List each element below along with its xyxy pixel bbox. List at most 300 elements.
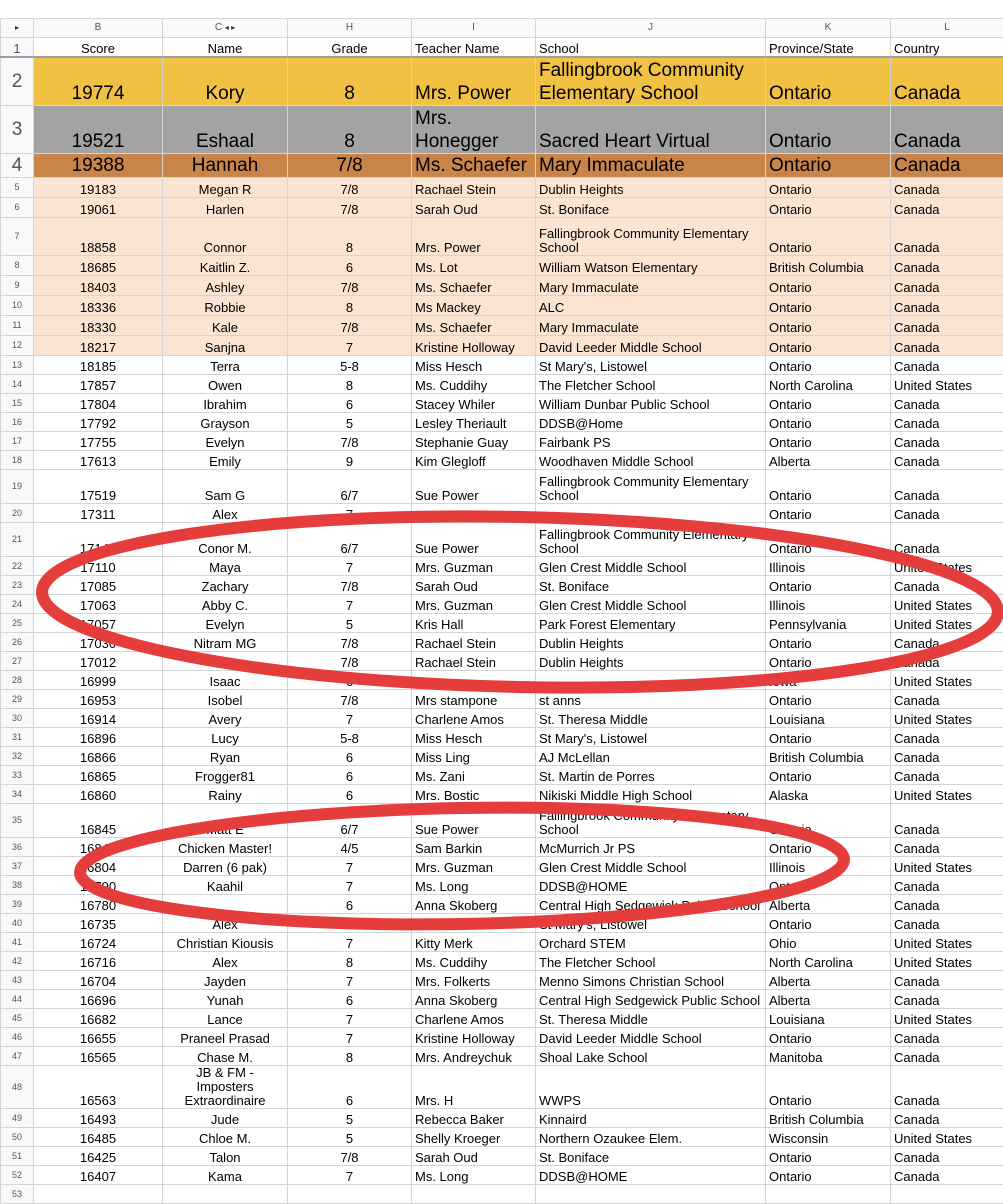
cell-school[interactable]: Glen Crest Middle School <box>536 556 766 575</box>
cell-province-state[interactable]: British Columbia <box>766 1108 891 1127</box>
cell-score[interactable]: 19061 <box>34 197 163 217</box>
row-number[interactable]: 11 <box>1 315 34 335</box>
cell-province-state[interactable]: Ontario <box>766 1027 891 1046</box>
cell-teacher-name[interactable]: Mrs. Folkerts <box>412 970 536 989</box>
cell-country[interactable]: Canada <box>891 632 1003 651</box>
cell-province-state[interactable]: Ontario <box>766 575 891 594</box>
cell-school[interactable]: St. Theresa Middle <box>536 1008 766 1027</box>
cell-teacher-name[interactable]: Ms Mackey <box>412 295 536 315</box>
cell-school[interactable]: St Mary's, Listowel <box>536 355 766 374</box>
cell-teacher-name[interactable]: Stacey Whiler <box>412 393 536 412</box>
cell-name[interactable]: Alex <box>163 503 288 522</box>
cell-province-state[interactable]: Ontario <box>766 153 891 177</box>
cell-grade[interactable]: 7 <box>288 556 412 575</box>
cell-school[interactable]: St. Boniface <box>536 575 766 594</box>
cell-score[interactable]: 16866 <box>34 746 163 765</box>
cell-teacher-name[interactable]: Charlene Amos <box>412 1008 536 1027</box>
cell-score[interactable]: 16655 <box>34 1027 163 1046</box>
cell-teacher-name[interactable]: Ms. Schaefer <box>412 275 536 295</box>
cell-score[interactable]: 16696 <box>34 989 163 1008</box>
row-number[interactable]: 45 <box>1 1008 34 1027</box>
cell-name[interactable]: Isaac <box>163 670 288 689</box>
cell-country[interactable]: Canada <box>891 746 1003 765</box>
cell-teacher-name[interactable] <box>412 670 536 689</box>
cell-school[interactable]: st anns <box>536 689 766 708</box>
cell-score[interactable]: 16804 <box>34 856 163 875</box>
row-number[interactable]: 16 <box>1 412 34 431</box>
cell-score[interactable]: 18185 <box>34 355 163 374</box>
cell-province-state[interactable]: Ontario <box>766 803 891 837</box>
cell-country[interactable]: United States <box>891 374 1003 393</box>
cell-country[interactable]: Canada <box>891 970 1003 989</box>
cell-school[interactable]: DDSB@HOME <box>536 875 766 894</box>
cell-name[interactable]: Conor M. <box>163 522 288 556</box>
cell-name[interactable]: Praneel Prasad <box>163 1027 288 1046</box>
row-number[interactable]: 47 <box>1 1046 34 1065</box>
cell-grade[interactable]: 7/8 <box>288 177 412 197</box>
column-letter-c[interactable] <box>163 19 288 38</box>
cell-province-state[interactable]: Ontario <box>766 727 891 746</box>
cell-grade[interactable]: 8 <box>288 295 412 315</box>
cell-name[interactable]: Harlen <box>163 197 288 217</box>
cell-teacher-name[interactable]: Lesley Theriault <box>412 412 536 431</box>
cell-country[interactable]: United States <box>891 932 1003 951</box>
row-number[interactable]: 30 <box>1 708 34 727</box>
cell-grade[interactable]: 7 <box>288 1008 412 1027</box>
cell-grade[interactable]: 7/8 <box>288 651 412 670</box>
cell-province-state[interactable]: Alberta <box>766 970 891 989</box>
cell-school[interactable]: Glen Crest Middle School <box>536 594 766 613</box>
cell-grade[interactable]: 6/7 <box>288 522 412 556</box>
cell-grade[interactable]: 5 <box>288 412 412 431</box>
cell-name[interactable]: Kaitlin Z. <box>163 255 288 275</box>
row-number[interactable]: 44 <box>1 989 34 1008</box>
cell-name[interactable] <box>163 894 288 913</box>
cell-grade[interactable]: 7 <box>288 932 412 951</box>
cell-country[interactable]: Canada <box>891 469 1003 503</box>
cell-score[interactable]: 19183 <box>34 177 163 197</box>
cell-school[interactable]: St. Theresa Middle <box>536 708 766 727</box>
cell-province-state[interactable]: Ontario <box>766 651 891 670</box>
cell-school[interactable]: Dublin Heights <box>536 651 766 670</box>
cell-teacher-name[interactable]: Mrs stampone <box>412 689 536 708</box>
cell-school[interactable]: Fallingbrook Community Elementary School <box>536 803 766 837</box>
cell-country[interactable]: United States <box>891 556 1003 575</box>
cell-grade[interactable]: 7/8 <box>288 197 412 217</box>
cell-province-state[interactable]: Ontario <box>766 393 891 412</box>
header-grade[interactable]: Grade <box>288 38 412 58</box>
cell-country[interactable]: Canada <box>891 503 1003 522</box>
cell-name[interactable]: Kama <box>163 1165 288 1184</box>
cell-score[interactable]: 16425 <box>34 1146 163 1165</box>
cell-country[interactable]: United States <box>891 708 1003 727</box>
cell-country[interactable]: Canada <box>891 153 1003 177</box>
cell-teacher-name[interactable]: Ms. Long <box>412 1165 536 1184</box>
row-number[interactable]: 24 <box>1 594 34 613</box>
cell-grade[interactable]: 5-8 <box>288 355 412 374</box>
cell-score[interactable]: 17755 <box>34 431 163 450</box>
cell-grade[interactable]: 7 <box>288 335 412 355</box>
cell-grade[interactable]: 7/8 <box>288 575 412 594</box>
cell-school[interactable] <box>536 670 766 689</box>
column-letter-i[interactable]: I <box>412 19 536 38</box>
cell-name[interactable]: Talon <box>163 1146 288 1165</box>
cell-name[interactable] <box>163 1184 288 1203</box>
column-letter-j[interactable]: J <box>536 19 766 38</box>
cell-grade[interactable]: 6 <box>288 784 412 803</box>
cell-teacher-name[interactable]: Ms. Schaefer <box>412 315 536 335</box>
cell-score[interactable]: 16999 <box>34 670 163 689</box>
cell-grade[interactable]: 7/8 <box>288 1146 412 1165</box>
cell-school[interactable]: ALC <box>536 295 766 315</box>
cell-school[interactable]: Mary Immaculate <box>536 275 766 295</box>
cell-school[interactable]: McMurrich Jr PS <box>536 837 766 856</box>
cell-country[interactable]: Canada <box>891 1108 1003 1127</box>
cell-grade[interactable]: 6 <box>288 670 412 689</box>
cell-teacher-name[interactable]: Mrs. Power <box>412 217 536 255</box>
cell-teacher-name[interactable]: Sarah Oud <box>412 197 536 217</box>
cell-name[interactable]: Megan R <box>163 177 288 197</box>
cell-grade[interactable]: 7 <box>288 856 412 875</box>
cell-score[interactable]: 16563 <box>34 1065 163 1108</box>
row-number[interactable]: 15 <box>1 393 34 412</box>
cell-score[interactable]: 18330 <box>34 315 163 335</box>
cell-school[interactable]: Sacred Heart Virtual <box>536 105 766 153</box>
cell-province-state[interactable]: Ontario <box>766 765 891 784</box>
cell-country[interactable]: Canada <box>891 295 1003 315</box>
cell-country[interactable]: Canada <box>891 275 1003 295</box>
cell-teacher-name[interactable]: Kitty Merk <box>412 932 536 951</box>
cell-province-state[interactable]: Ontario <box>766 355 891 374</box>
cell-name[interactable]: Kory <box>163 57 288 105</box>
cell-teacher-name[interactable]: Anna Skoberg <box>412 894 536 913</box>
cell-country[interactable]: Canada <box>891 651 1003 670</box>
cell-teacher-name[interactable]: Kim Glegloff <box>412 450 536 469</box>
cell-score[interactable]: 16865 <box>34 765 163 784</box>
cell-country[interactable]: United States <box>891 784 1003 803</box>
cell-province-state[interactable]: Ontario <box>766 412 891 431</box>
cell-country[interactable]: Canada <box>891 335 1003 355</box>
cell-school[interactable]: Fallingbrook Community Elementary School <box>536 217 766 255</box>
cell-grade[interactable]: 4/5 <box>288 837 412 856</box>
cell-country[interactable]: Canada <box>891 412 1003 431</box>
cell-teacher-name[interactable]: Mrs. Guzman <box>412 556 536 575</box>
cell-grade[interactable]: 5-8 <box>288 727 412 746</box>
cell-score[interactable]: 16493 <box>34 1108 163 1127</box>
cell-teacher-name[interactable]: Kristine Holloway <box>412 1027 536 1046</box>
cell-province-state[interactable]: Ontario <box>766 469 891 503</box>
cell-country[interactable]: Canada <box>891 913 1003 932</box>
header-province-state[interactable]: Province/State <box>766 38 891 58</box>
cell-teacher-name[interactable]: Rachael Stein <box>412 632 536 651</box>
cell-score[interactable]: 16724 <box>34 932 163 951</box>
cell-grade[interactable]: 6 <box>288 393 412 412</box>
cell-school[interactable]: The Fletcher School <box>536 951 766 970</box>
cell-score[interactable]: 16704 <box>34 970 163 989</box>
cell-school[interactable]: Kinnaird <box>536 1108 766 1127</box>
row-number[interactable]: 36 <box>1 837 34 856</box>
cell-name[interactable]: Terra <box>163 355 288 374</box>
row-number[interactable]: 17 <box>1 431 34 450</box>
row-number[interactable]: 43 <box>1 970 34 989</box>
cell-score[interactable]: 16780 <box>34 894 163 913</box>
cell-grade[interactable]: 7 <box>288 875 412 894</box>
row-number[interactable]: 22 <box>1 556 34 575</box>
cell-teacher-name[interactable]: Mrs. H <box>412 1065 536 1108</box>
cell-school[interactable]: Nikiski Middle High School <box>536 784 766 803</box>
cell-name[interactable]: Jayden <box>163 970 288 989</box>
cell-province-state[interactable]: Wisconsin <box>766 1127 891 1146</box>
row-number[interactable]: 49 <box>1 1108 34 1127</box>
cell-score[interactable]: 16407 <box>34 1165 163 1184</box>
cell-teacher-name[interactable]: Ms. Zani <box>412 765 536 784</box>
cell-province-state[interactable]: Illinois <box>766 856 891 875</box>
row-number[interactable]: 5 <box>1 177 34 197</box>
cell-grade[interactable]: 5 <box>288 613 412 632</box>
cell-grade[interactable]: 6 <box>288 765 412 784</box>
cell-school[interactable]: St Mary's, Listowel <box>536 913 766 932</box>
cell-country[interactable]: Canada <box>891 875 1003 894</box>
cell-school[interactable]: Menno Simons Christian School <box>536 970 766 989</box>
cell-province-state[interactable]: North Carolina <box>766 951 891 970</box>
cell-name[interactable]: Rainy <box>163 784 288 803</box>
row-number[interactable]: 23 <box>1 575 34 594</box>
cell-country[interactable]: Canada <box>891 1165 1003 1184</box>
cell-province-state[interactable]: Ontario <box>766 197 891 217</box>
cell-school[interactable]: Mary Immaculate <box>536 153 766 177</box>
cell-teacher-name[interactable]: Mrs. Guzman <box>412 856 536 875</box>
row-number[interactable]: 3 <box>1 105 34 153</box>
cell-country[interactable]: Canada <box>891 1146 1003 1165</box>
cell-grade[interactable]: 5 <box>288 1108 412 1127</box>
cell-province-state[interactable]: Ontario <box>766 1165 891 1184</box>
cell-grade[interactable]: 6 <box>288 255 412 275</box>
cell-name[interactable]: Lucy <box>163 727 288 746</box>
cell-province-state[interactable]: Ontario <box>766 837 891 856</box>
row-number[interactable]: 52 <box>1 1165 34 1184</box>
select-all-corner[interactable] <box>1 19 34 38</box>
cell-name[interactable]: Matt E <box>163 803 288 837</box>
cell-country[interactable]: Canada <box>891 105 1003 153</box>
cell-grade[interactable]: 7 <box>288 970 412 989</box>
cell-teacher-name[interactable]: Ms. Schaefer <box>412 153 536 177</box>
cell-name[interactable]: Hannah <box>163 153 288 177</box>
cell-score[interactable] <box>34 1184 163 1203</box>
cell-name[interactable]: Emily <box>163 450 288 469</box>
cell-country[interactable]: Canada <box>891 431 1003 450</box>
cell-grade[interactable]: 7 <box>288 594 412 613</box>
cell-teacher-name[interactable]: Sue Power <box>412 469 536 503</box>
row-number[interactable]: 48 <box>1 1065 34 1108</box>
row-number[interactable]: 51 <box>1 1146 34 1165</box>
collapse-arrows-icon[interactable]: ◂ ▸ <box>225 23 235 32</box>
cell-name[interactable]: Lance <box>163 1008 288 1027</box>
cell-school[interactable]: Woodhaven Middle School <box>536 450 766 469</box>
cell-name[interactable]: Ryan <box>163 746 288 765</box>
cell-grade[interactable]: 7/8 <box>288 431 412 450</box>
cell-country[interactable]: Canada <box>891 355 1003 374</box>
row-number[interactable]: 33 <box>1 765 34 784</box>
cell-country[interactable]: Canada <box>891 393 1003 412</box>
cell-country[interactable]: Canada <box>891 803 1003 837</box>
cell-name[interactable]: Chloe M. <box>163 1127 288 1146</box>
cell-name[interactable]: Sanjna <box>163 335 288 355</box>
row-number[interactable]: 37 <box>1 856 34 875</box>
cell-province-state[interactable]: Alberta <box>766 894 891 913</box>
row-number[interactable]: 4 <box>1 153 34 177</box>
column-letter-b[interactable]: B <box>34 19 163 38</box>
cell-score[interactable]: 17519 <box>34 469 163 503</box>
cell-score[interactable]: 16953 <box>34 689 163 708</box>
cell-school[interactable]: Fallingbrook Community Elementary School <box>536 57 766 105</box>
cell-score[interactable]: 16485 <box>34 1127 163 1146</box>
cell-school[interactable]: St. Boniface <box>536 1146 766 1165</box>
cell-teacher-name[interactable]: Miss Ling <box>412 746 536 765</box>
row-number[interactable]: 39 <box>1 894 34 913</box>
cell-name[interactable]: Sam G <box>163 469 288 503</box>
cell-name[interactable]: Abby C. <box>163 594 288 613</box>
cell-teacher-name[interactable]: Ms. Long <box>412 875 536 894</box>
row-number[interactable]: 41 <box>1 932 34 951</box>
cell-score[interactable]: 18336 <box>34 295 163 315</box>
cell-province-state[interactable]: Ontario <box>766 1146 891 1165</box>
cell-name[interactable]: Kaahil <box>163 875 288 894</box>
cell-country[interactable]: Canada <box>891 197 1003 217</box>
cell-grade[interactable]: 8 <box>288 374 412 393</box>
row-number[interactable]: 2 <box>1 57 34 105</box>
cell-name[interactable]: Ashley <box>163 275 288 295</box>
cell-name[interactable]: Grayson <box>163 412 288 431</box>
cell-name[interactable]: Darren (6 pak) <box>163 856 288 875</box>
cell-score[interactable]: 17804 <box>34 393 163 412</box>
cell-score[interactable]: 18403 <box>34 275 163 295</box>
cell-province-state[interactable]: Ontario <box>766 913 891 932</box>
cell-province-state[interactable]: Ontario <box>766 295 891 315</box>
cell-grade[interactable] <box>288 1184 412 1203</box>
row-number[interactable]: 1 <box>1 38 34 58</box>
cell-province-state[interactable]: Ontario <box>766 315 891 335</box>
row-number[interactable]: 29 <box>1 689 34 708</box>
header-country[interactable]: Country <box>891 38 1003 58</box>
cell-country[interactable]: Canada <box>891 217 1003 255</box>
column-letter-k[interactable]: K <box>766 19 891 38</box>
cell-country[interactable]: Canada <box>891 57 1003 105</box>
cell-teacher-name[interactable]: Stephanie Guay <box>412 431 536 450</box>
cell-name[interactable]: Owen <box>163 374 288 393</box>
row-number[interactable]: 12 <box>1 335 34 355</box>
cell-teacher-name[interactable]: Charlene Amos <box>412 708 536 727</box>
cell-score[interactable]: 17030 <box>34 632 163 651</box>
cell-teacher-name[interactable]: Sue Power <box>412 803 536 837</box>
cell-country[interactable]: Canada <box>891 989 1003 1008</box>
cell-school[interactable]: Mary Immaculate <box>536 315 766 335</box>
cell-teacher-name[interactable]: Mrs. Andreychuk <box>412 1046 536 1065</box>
cell-name[interactable]: Evelyn <box>163 613 288 632</box>
cell-teacher-name[interactable]: Shelly Kroeger <box>412 1127 536 1146</box>
cell-country[interactable]: Canada <box>891 837 1003 856</box>
cell-name[interactable]: Kale <box>163 315 288 335</box>
cell-school[interactable]: Fairbank PS <box>536 431 766 450</box>
cell-name[interactable]: Christian Kiousis <box>163 932 288 951</box>
row-number[interactable]: 7 <box>1 217 34 255</box>
cell-school[interactable]: Fallingbrook Community Elementary School <box>536 522 766 556</box>
row-number[interactable]: 10 <box>1 295 34 315</box>
cell-name[interactable]: Jude <box>163 1108 288 1127</box>
cell-country[interactable]: United States <box>891 856 1003 875</box>
cell-score[interactable]: 17613 <box>34 450 163 469</box>
cell-name[interactable] <box>163 651 288 670</box>
cell-country[interactable]: Canada <box>891 1046 1003 1065</box>
cell-province-state[interactable]: Louisiana <box>766 708 891 727</box>
expand-arrow-icon[interactable]: ▸ <box>15 23 19 32</box>
row-number[interactable]: 35 <box>1 803 34 837</box>
cell-school[interactable]: St Mary's, Listowel <box>536 727 766 746</box>
cell-school[interactable]: Dublin Heights <box>536 177 766 197</box>
cell-teacher-name[interactable]: Mrs. Power <box>412 57 536 105</box>
cell-name[interactable]: Yunah <box>163 989 288 1008</box>
cell-teacher-name[interactable]: Kris Hall <box>412 613 536 632</box>
row-number[interactable]: 50 <box>1 1127 34 1146</box>
cell-score[interactable]: 16790 <box>34 875 163 894</box>
cell-grade[interactable]: 6 <box>288 894 412 913</box>
cell-grade[interactable]: 7/8 <box>288 275 412 295</box>
cell-country[interactable]: United States <box>891 670 1003 689</box>
cell-grade[interactable]: 7 <box>288 1027 412 1046</box>
cell-country[interactable]: United States <box>891 1127 1003 1146</box>
cell-province-state[interactable]: Ontario <box>766 431 891 450</box>
column-letter-l[interactable]: L <box>891 19 1003 38</box>
cell-name[interactable]: Nitram MG <box>163 632 288 651</box>
cell-province-state[interactable]: Alaska <box>766 784 891 803</box>
row-number[interactable]: 46 <box>1 1027 34 1046</box>
cell-province-state[interactable]: Ontario <box>766 875 891 894</box>
cell-score[interactable]: 16845 <box>34 803 163 837</box>
cell-school[interactable]: Fallingbrook Community Elementary School <box>536 469 766 503</box>
cell-school[interactable]: William Dunbar Public School <box>536 393 766 412</box>
cell-score[interactable]: 17857 <box>34 374 163 393</box>
cell-province-state[interactable]: Ontario <box>766 522 891 556</box>
cell-country[interactable]: United States <box>891 1008 1003 1027</box>
cell-grade[interactable]: 9 <box>288 450 412 469</box>
cell-score[interactable]: 18685 <box>34 255 163 275</box>
cell-country[interactable]: Canada <box>891 727 1003 746</box>
cell-province-state[interactable]: Ontario <box>766 689 891 708</box>
cell-score[interactable]: 17143 <box>34 522 163 556</box>
cell-province-state[interactable]: Alberta <box>766 450 891 469</box>
cell-country[interactable]: Canada <box>891 894 1003 913</box>
cell-province-state[interactable]: Ontario <box>766 177 891 197</box>
cell-school[interactable]: Shoal Lake School <box>536 1046 766 1065</box>
row-number[interactable]: 21 <box>1 522 34 556</box>
cell-country[interactable]: Canada <box>891 575 1003 594</box>
cell-country[interactable]: United States <box>891 613 1003 632</box>
cell-grade[interactable]: 7/8 <box>288 632 412 651</box>
cell-province-state[interactable] <box>766 1184 891 1203</box>
column-letter-h[interactable]: H <box>288 19 412 38</box>
cell-score[interactable]: 19388 <box>34 153 163 177</box>
cell-grade[interactable]: 8 <box>288 105 412 153</box>
row-number[interactable]: 42 <box>1 951 34 970</box>
cell-province-state[interactable]: Pennsylvania <box>766 613 891 632</box>
cell-teacher-name[interactable]: Ms. Cuddihy <box>412 951 536 970</box>
cell-teacher-name[interactable]: Kristine Holloway <box>412 335 536 355</box>
row-number[interactable]: 28 <box>1 670 34 689</box>
cell-province-state[interactable]: Ontario <box>766 335 891 355</box>
cell-name[interactable]: Frogger81 <box>163 765 288 784</box>
cell-province-state[interactable]: North Carolina <box>766 374 891 393</box>
cell-teacher-name[interactable]: Anna Skoberg <box>412 989 536 1008</box>
cell-country[interactable]: United States <box>891 594 1003 613</box>
